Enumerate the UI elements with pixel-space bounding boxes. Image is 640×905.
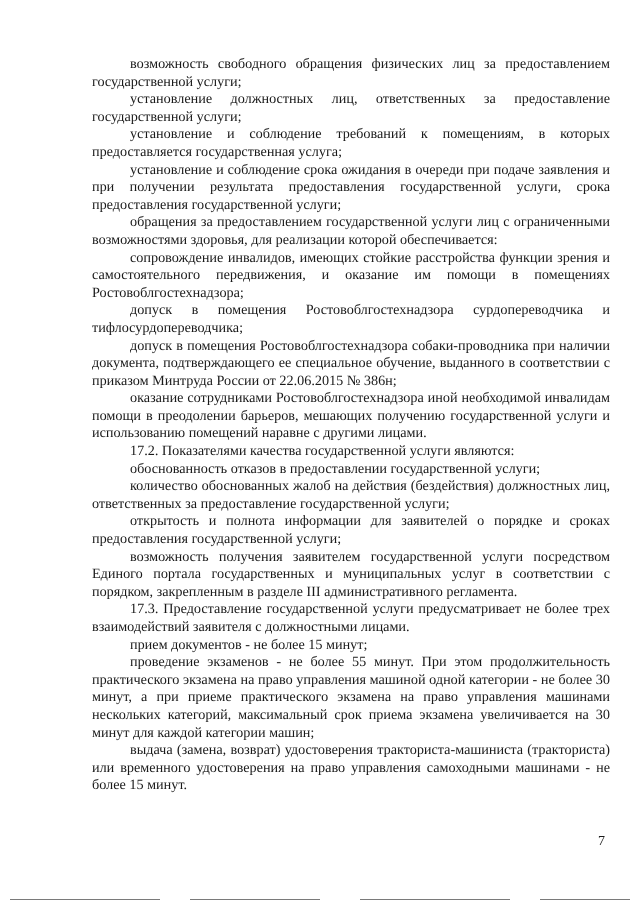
document-body [92, 56, 610, 795]
paragraph-5: обращения за предоставлением государственной услуги лиц с ограниченными возможностями здоровья, для реализации которой обеспечивается: [92, 214, 610, 248]
paragraph-6: сопровождение инвалидов, имеющих стойкие расстройства функции зрения и самостоятельного передвижения, и оказание им помощи в помещениях Ростовоблгостехнадзора; [92, 249, 610, 301]
paragraph-15: 17.3. Предоставление государственной услуги предусматривает не более трех взаимодействий заявителя с должностными лицами. [92, 601, 610, 635]
paragraph-3: установление и соблюдение требований к помещениям, в которых предоставляется государственная услуга; [92, 126, 610, 160]
scan-artifact-line [360, 899, 510, 900]
paragraph-17: проведение экзаменов - не более 55 минут. При этом продолжительность практического экзамена на право управления машиной одной категории - не более 30 минут, а при приеме практического экзамена на право управления машинами нескольких категорий, максимальный срок приема экзамена увеличивается на 30 минут для каждой категории машин; [92, 654, 610, 741]
paragraph-16: прием документов - не более 15 минут; [130, 636, 368, 653]
page-number: 7 [598, 834, 605, 849]
paragraph-12: количество обоснованных жалоб на действия (бездействия) должностных лиц, ответственных за предоставление государственной услуги; [92, 478, 610, 512]
paragraph-1: возможность свободного обращения физических лиц за предоставлением государственной услуги; [92, 56, 610, 90]
paragraph-18: выдача (замена, возврат) удостоверения тракториста-машиниста (тракториста) или временного удостоверения на право управления самоходными машинами - не более 15 минут. [92, 742, 610, 794]
scan-artifact-line [540, 899, 630, 900]
paragraph-7: допуск в помещения Ростовоблгостехнадзора сурдопереводчика и тифлосурдопереводчика; [92, 302, 610, 336]
scan-artifact-line [10, 899, 160, 900]
paragraph-4: установление и соблюдение срока ожидания в очереди при подаче заявления и при получении результата предоставления государственной услуги, срока предоставления государственной услуги; [92, 161, 610, 213]
paragraph-14: возможность получения заявителем государственной услуги посредством Единого портала государственных и муниципальных услуг в соответствии с порядком, закрепленным в разделе III административного регламента. [92, 548, 610, 600]
paragraph-8: допуск в помещения Ростовоблгостехнадзора собаки-проводника при наличии документа, подтверждающего ее специальное обучение, выданного в соответствии с приказом Минтруда России от 22.06.2015 № 386н; [92, 337, 610, 389]
paragraph-13: открытость и полнота информации для заявителей о порядке и сроках предоставления государственной услуги; [92, 513, 610, 548]
paragraph-9: оказание сотрудниками Ростовоблгостехнадзора иной необходимой инвалидам помощи в преодолении барьеров, мешающих получению государственной услуги и использованию помещений наравне с другими лицами. [92, 390, 610, 442]
paragraph-11: обоснованность отказов в предоставлении государственной услуги; [130, 460, 541, 477]
scan-artifact-line [190, 899, 320, 900]
paragraph-10: 17.2. Показателями качества государственной услуги являются: [130, 443, 515, 460]
paragraph-2: установление должностных лиц, ответственных за предоставление государственной услуги; [92, 91, 610, 125]
